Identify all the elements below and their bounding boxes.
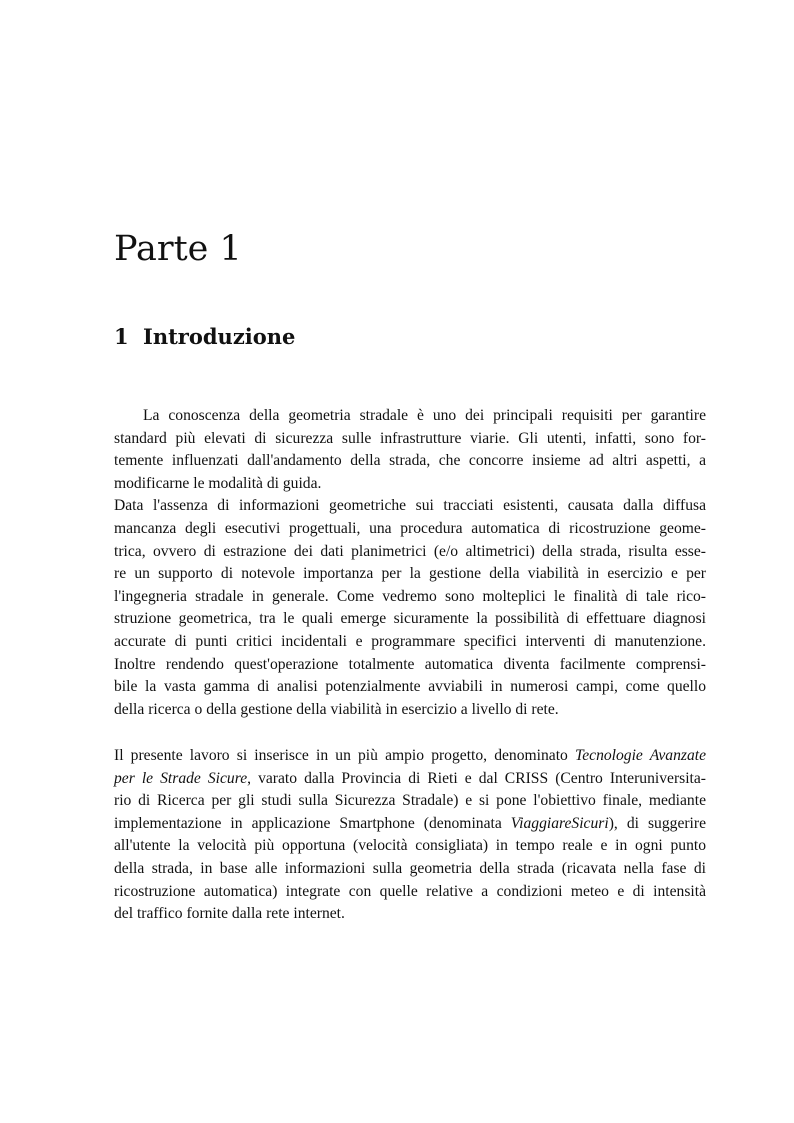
paragraph-line: ricostruzione automatica) integrate con quelle relative a condizioni meteo e di intensità xyxy=(114,882,706,900)
app-name: ViaggiareSicuri xyxy=(510,814,609,832)
intro-paragraph-1 xyxy=(114,405,706,721)
text-run: implementazione in applicazione Smartphone (denominata xyxy=(114,814,511,832)
paragraph-line: trica, ovvero di estrazione dei dati planimetrici (e/o altimetrici) della strada, risulta esse- xyxy=(114,542,706,560)
paragraph-line: re un supporto di notevole importanza per la gestione della viabilità in esercizio e per xyxy=(114,565,706,583)
paragraph-line: rio di Ricerca per gli studi sulla Sicurezza Stradale) e si pone l'obiettivo finale, mediante xyxy=(114,792,706,810)
section-heading xyxy=(114,322,295,352)
part-title: Parte 1 xyxy=(114,229,242,269)
project-name: Tecnologie Avanzate xyxy=(574,747,707,764)
paragraph-line: l'ingegneria stradale in generale. Come vedremo sono molteplici le finalità di tale rico- xyxy=(114,587,706,605)
paragraph-line: Data l'assenza di informazioni geometriche sui tracciati esistenti, causata dalla diffusa xyxy=(114,497,706,515)
text-run: ), di suggerire xyxy=(608,814,707,832)
paragraph-line: Inoltre rendendo quest'operazione totalmente automatica diventa facilmente comprensi- xyxy=(114,655,706,673)
paragraph-line: mancanza degli esecutivi progettuali, una procedura automatica di ricostruzione geome- xyxy=(114,519,706,537)
paragraph-line: temente influenzati dall'andamento della strada, che concorre insieme ad altri aspetti, a xyxy=(114,452,706,470)
paragraph-line xyxy=(114,813,706,836)
paragraph-line xyxy=(114,745,706,768)
paragraph-line xyxy=(114,768,706,791)
paragraph-line: modificarne le modalità di guida. xyxy=(114,474,322,492)
text-run: , varato dalla Provincia di Rieti e dal CRISS (Centro Interuniversita- xyxy=(247,769,706,787)
paragraph-line: del traffico fornite dalla rete internet. xyxy=(114,905,345,923)
paragraph-line: La conoscenza della geometria stradale è uno dei principali requisiti per garantire xyxy=(143,407,706,424)
paragraph-line: bile la vasta gamma di analisi potenzialmente avviabili in numerosi campi, come quello xyxy=(114,678,706,696)
text-run: Il presente lavoro si inserisce in un più ampio progetto, denominato xyxy=(114,747,575,764)
paragraph-line: struzione geometrica, tra le quali emerge sicuramente la possibilità di effettuare diagnosi xyxy=(114,610,706,628)
paragraph-line: della strada, in base alle informazioni sulla geometria della strada (ricavata nella fase di xyxy=(114,859,706,877)
section-number: 1 xyxy=(114,324,129,349)
paragraph-line: accurate di punti critici incidentali e programmare specifici interventi di manutenzione. xyxy=(114,632,706,650)
paragraph-line: della ricerca o della gestione della viabilità in esercizio a livello di rete. xyxy=(114,700,559,718)
section-title: Introduzione xyxy=(143,324,296,349)
intro-paragraph-2 xyxy=(114,745,706,926)
project-name: per le Strade Sicure xyxy=(114,769,248,787)
paragraph-line: all'utente la velocità più opportuna (velocità consigliata) in tempo reale e in ogni punto xyxy=(114,837,706,855)
paragraph-line: standard più elevati di sicurezza sulle infrastrutture viarie. Gli utenti, infatti, sono for- xyxy=(114,429,706,447)
